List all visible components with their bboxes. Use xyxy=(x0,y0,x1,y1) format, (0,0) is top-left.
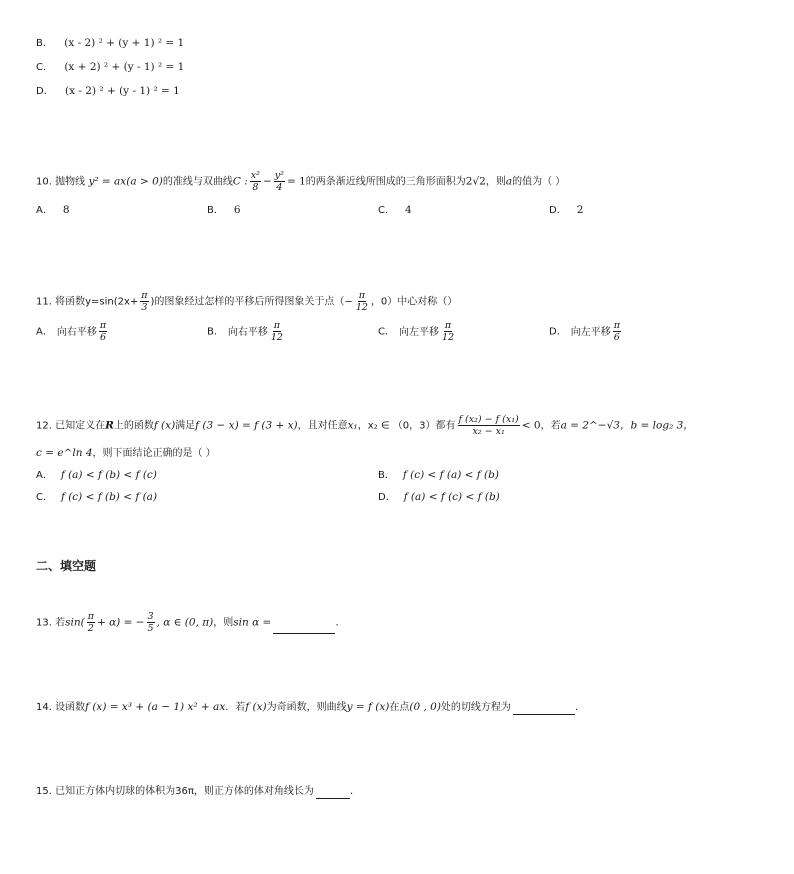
q14-fx: f (x) xyxy=(245,701,267,713)
variable-a: a xyxy=(505,175,513,188)
less-than-zero: < 0 xyxy=(521,419,541,432)
q12-option-b: B． f (c) < f (a) < f (b) xyxy=(378,469,499,481)
question-number: 14. xyxy=(36,702,56,713)
hyperbola-name: C : xyxy=(232,175,248,188)
q14-text-d: 在点 xyxy=(389,702,410,713)
equals-one: = 1 xyxy=(286,175,306,188)
q13-expr-b: + α) = − xyxy=(96,616,145,629)
fraction-pi-2: $\frac{\pi}{2}$ xyxy=(87,611,94,634)
q10-option-d: D． 2 xyxy=(549,204,584,216)
period: . xyxy=(349,785,354,797)
q13-expr-d: sin α = xyxy=(233,616,272,629)
q11-option-c: C． 向左平移 $\frac{\pi}{12}$ xyxy=(378,320,455,343)
q11-option-b: B． 向右平移 $\frac{\pi}{12}$ xyxy=(207,320,283,343)
q12-text-e: ，若 xyxy=(540,420,561,432)
var-x1: x₁ xyxy=(347,419,358,432)
q15-stem xyxy=(36,784,353,799)
minus-sign: − xyxy=(262,175,272,188)
c-definition: c = e^ln 4 xyxy=(36,447,93,459)
function-f: f (x) xyxy=(153,419,176,432)
q10-text-a: 抛物线 xyxy=(55,176,86,188)
fraction-pi-12: $\frac{\pi}{12}$ xyxy=(355,290,368,313)
q12-text-f: ，则下面结论正确的是（ ） xyxy=(92,448,216,459)
q12-text-d: ，且对任意 xyxy=(297,420,348,432)
symmetry-condition: f (3 − x) = f (3 + x) xyxy=(195,419,298,432)
option-label: C． xyxy=(36,62,53,73)
q10-text-e: 的值为（ ） xyxy=(512,176,566,188)
period: . xyxy=(574,701,579,713)
question-number: 13. xyxy=(36,617,56,629)
q14-curve: y = f (x) xyxy=(346,701,390,713)
q10-stem xyxy=(36,170,565,193)
q12-option-a: A． f (a) < f (b) < f (c) xyxy=(36,469,157,481)
q12-text-b: 上的函数 xyxy=(113,420,154,432)
q14-text-c: 为奇函数，则曲线 xyxy=(266,702,347,713)
q11-option-a: A． 向右平移 $\frac{\pi}{6}$ xyxy=(36,320,107,343)
q14-point: (0 , 0) xyxy=(409,701,441,713)
q14-text-b: ．若 xyxy=(225,702,246,713)
q12-option-c: C． f (c) < f (b) < f (a) xyxy=(36,491,158,503)
q11-option-d: D． 向左平移 $\frac{\pi}{6}$ xyxy=(549,320,620,343)
q12-text-a: 已知定义在 xyxy=(55,420,106,432)
option-label: B． xyxy=(36,38,53,49)
q12-option-d: D． f (a) < f (c) < f (b) xyxy=(378,491,500,503)
q14-stem xyxy=(36,700,578,715)
period: . xyxy=(335,616,339,629)
q9-option-d xyxy=(36,84,180,99)
q10-text-b: 的准线与双曲线 xyxy=(162,176,233,188)
answer-blank[interactable] xyxy=(273,622,335,634)
question-number: 11. xyxy=(36,296,56,308)
q11-text-b: )的图象经过怎样的平移后所得图象关于点（− xyxy=(150,296,353,308)
q12-text-c: 满足 xyxy=(175,420,196,432)
q13-text-a: 若 xyxy=(55,617,66,629)
q13-stem xyxy=(36,611,339,634)
a-definition: a = 2^−√3 xyxy=(560,419,620,432)
question-number: 15. xyxy=(36,786,56,797)
fraction-x2-8: $\frac{\text{x²}}{8}$ xyxy=(250,170,260,193)
q11-text-c: ，0）中心对称（） xyxy=(370,296,458,308)
q9-option-b xyxy=(36,36,184,51)
q15-text-a: 已知正方体内切球的体积为36π，则正方体的体对角线长为 xyxy=(55,786,314,797)
q10-text-c: 的两条渐近线所围成的三角形面积为 xyxy=(305,176,466,188)
q10-text-d: ，则 xyxy=(485,176,506,188)
q10-option-a: A． 8 xyxy=(36,204,70,216)
option-label: D． xyxy=(36,86,54,97)
option-expression: (x - 2) ² + (y - 1) ² = 1 xyxy=(65,85,180,97)
q9-option-c xyxy=(36,60,184,75)
separator: ， xyxy=(357,420,368,432)
q11-stem xyxy=(36,290,457,313)
q13-text-b: ，则 xyxy=(213,617,234,629)
area-value: 2√2 xyxy=(465,175,486,188)
q13-expr-c: , α ∈ (0, π) xyxy=(156,616,214,629)
section-title-fill-in: 二、填空题 xyxy=(36,559,97,573)
q12-stem-line2 xyxy=(36,446,216,461)
answer-blank[interactable] xyxy=(513,703,575,715)
q11-text-a: 将函数y=sin(2x+ xyxy=(55,296,139,308)
fraction-3-5: $\frac{3}{5}$ xyxy=(147,611,154,634)
option-expression: (x - 2) ² + (y + 1) ² = 1 xyxy=(64,37,185,49)
q10-option-c: C． 4 xyxy=(378,204,412,216)
q14-function: f (x) = x³ + (a − 1) x² + ax xyxy=(85,701,226,713)
x2-domain: x₂ ∈ （0，3）都有 xyxy=(367,420,456,432)
fraction-y2-4: $\frac{\text{y²}}{4}$ xyxy=(274,170,284,193)
b-definition: ，b = log₂ 3， xyxy=(619,419,694,432)
q13-expr-a: sin( xyxy=(65,616,85,629)
option-expression: (x + 2) ² + (y - 1) ² = 1 xyxy=(64,61,185,73)
set-r: R xyxy=(105,419,114,432)
answer-blank[interactable] xyxy=(316,787,350,799)
q12-stem-line1 xyxy=(36,414,694,437)
parabola-equation: y² = ax(a > 0) xyxy=(88,175,163,188)
difference-quotient: $\frac{\text{f (x₂) − f (x₁)}}{\text{x₂ − x₁}}$ xyxy=(458,414,519,437)
question-number: 12. xyxy=(36,420,56,432)
fraction-pi-3: $\frac{\pi}{3}$ xyxy=(141,290,148,313)
q14-text-a: 设函数 xyxy=(55,702,86,713)
q14-text-e: 处的切线方程为 xyxy=(440,702,511,713)
q10-option-b: B． 6 xyxy=(207,204,241,216)
question-number: 10. xyxy=(36,176,56,188)
